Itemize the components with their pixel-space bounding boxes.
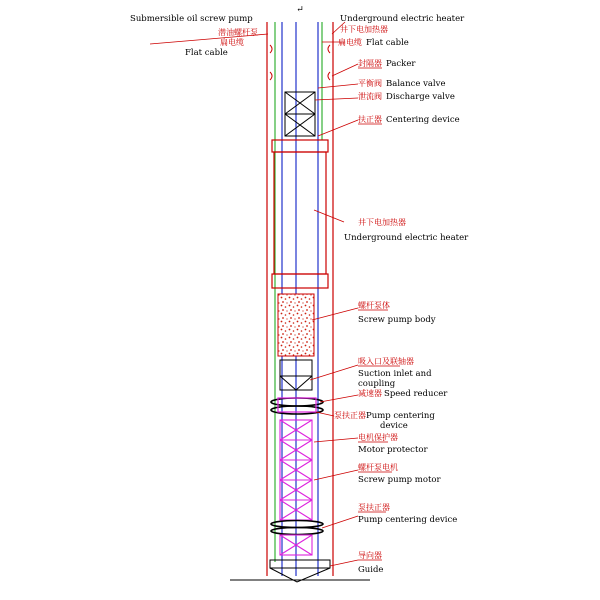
- discharge-cn: 泄流阀: [358, 92, 382, 101]
- pump-centering-label-1: Pump centering: [366, 411, 435, 421]
- guide-device: [270, 560, 330, 582]
- lower-centering-disk: [271, 521, 323, 535]
- motor-cn: 螺杆泵电机: [358, 463, 398, 472]
- balance-label: Balance valve: [386, 79, 446, 89]
- centering-label: Centering device: [386, 115, 460, 125]
- cn-underlines: [358, 68, 400, 560]
- speed-reducer: [271, 398, 323, 414]
- packer-cn: 封隔器: [358, 59, 382, 68]
- right-cn-title: 井下电加热器: [340, 25, 388, 34]
- paragraph-mark: ↵: [296, 5, 304, 15]
- right-title: Underground electric heater: [340, 14, 465, 24]
- pump-centering-lower-cn: 泵扶正器: [358, 503, 390, 512]
- left-cn-2: 扁电缆: [220, 38, 244, 47]
- pump-centering-label-2: device: [380, 421, 408, 431]
- packer-device: [285, 92, 315, 136]
- suction-label-1: Suction inlet and: [358, 369, 432, 379]
- centering-cn: 扶正器: [358, 115, 382, 124]
- left-cn-1: 潜油螺杆泵: [218, 28, 258, 37]
- right-flat-cable: Flat cable: [366, 38, 409, 48]
- reducer-label: Speed reducer: [384, 389, 448, 399]
- motor-protector-label: Motor protector: [358, 445, 428, 455]
- motor-protector-cn: 电机保护器: [358, 433, 398, 442]
- pump-body-cn: 螺杆泵体: [358, 301, 390, 310]
- reducer-cn: 减速器: [358, 389, 382, 398]
- pump-centering-cn: 泵扶正器: [334, 411, 366, 420]
- guide-cn: 导向器: [358, 551, 382, 560]
- left-title: Submersible oil screw pump: [130, 14, 253, 24]
- suction-cn: 吸入口及联轴器: [358, 357, 414, 366]
- screw-pump-body: [278, 294, 314, 356]
- leader-lines: [150, 22, 358, 566]
- heater-cn: 井下电加热器: [358, 218, 406, 227]
- right-cn-cable: 扁电缆: [338, 38, 362, 47]
- suction-label-2: coupling: [358, 379, 396, 389]
- pump-centering-lower-label: Pump centering device: [358, 515, 458, 525]
- left-flat-cable: Flat cable: [185, 48, 228, 58]
- packer-label: Packer: [386, 59, 416, 69]
- pump-body-label: Screw pump body: [358, 315, 436, 325]
- guide-label: Guide: [358, 565, 384, 575]
- cable-clip-marks: [270, 45, 330, 80]
- heater-housing: [272, 140, 328, 288]
- discharge-label: Discharge valve: [386, 92, 455, 102]
- heater-label: Underground electric heater: [344, 233, 469, 243]
- balance-cn: 平衡阀: [358, 79, 382, 88]
- motor-label: Screw pump motor: [358, 475, 441, 485]
